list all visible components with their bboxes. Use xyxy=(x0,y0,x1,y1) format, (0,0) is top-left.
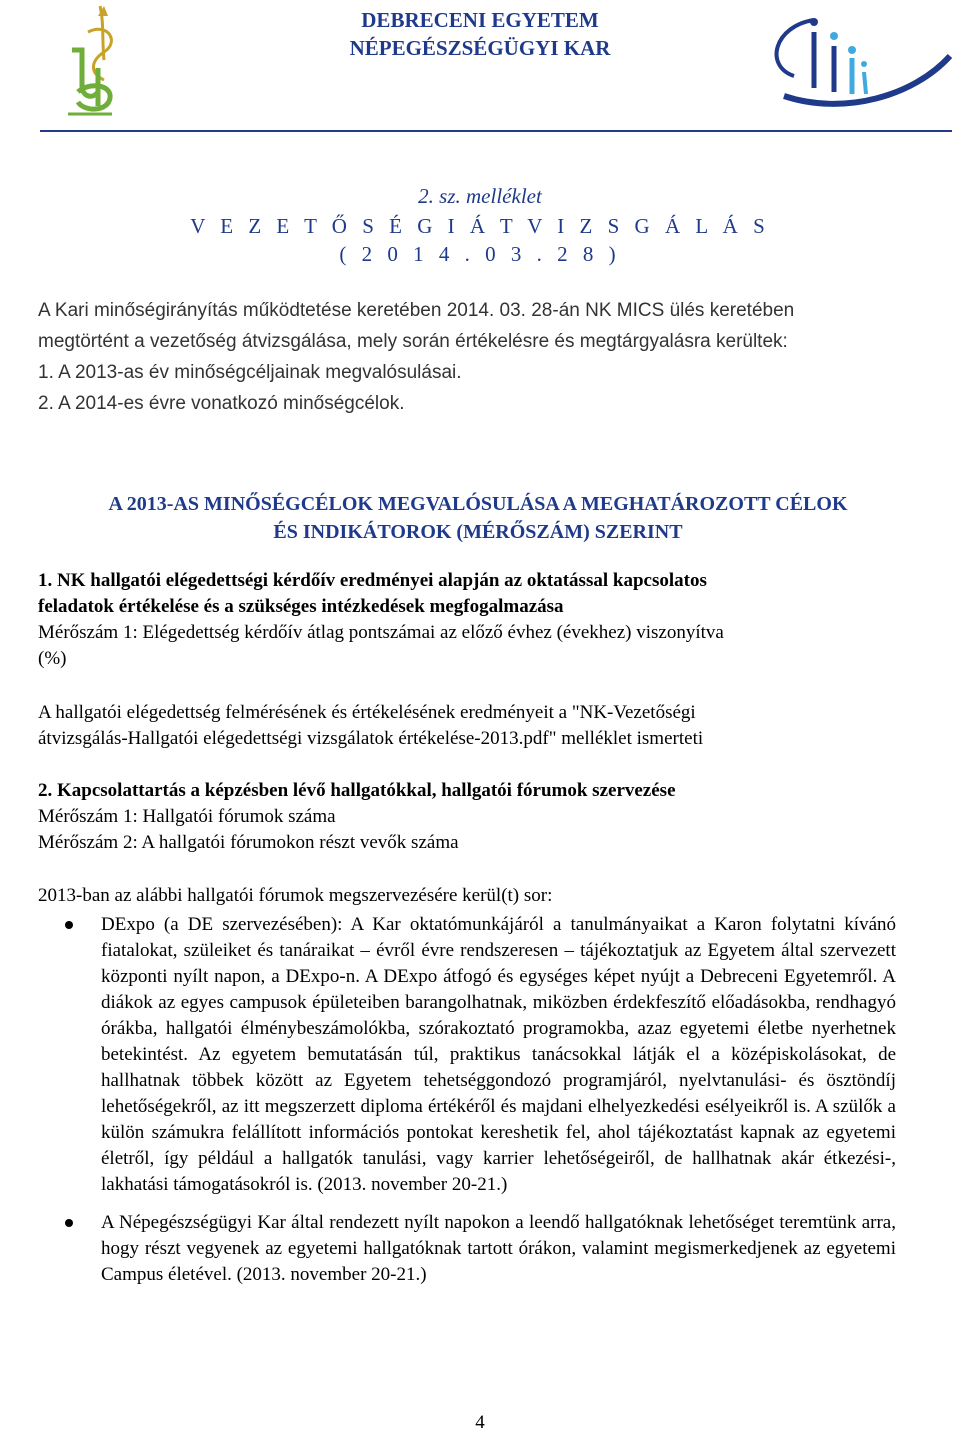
goal-2-metric: Mérőszám 2: A hallgatói fórumokon részt vevők száma xyxy=(38,832,459,853)
goal-1-result-line: A hallgatói elégedettség felmérésének és értékelésének eredményeit a "NK-Vezetőségi xyxy=(38,702,696,723)
section-heading-line: ÉS INDIKÁTOROK (MÉRŐSZÁM) SZERINT xyxy=(273,521,683,543)
goal-2-metric: Mérőszám 1: Hallgatói fórumok száma xyxy=(38,806,336,827)
document-date: ( 2 0 1 4 . 0 3 . 2 8 ) xyxy=(339,242,621,266)
list-item-text: A Népegészségügyi Kar által rendezett nyílt napokon a leendő hallgatóknak lehetőséget teremtünk arra, hogy részt vegyenek az egyetemi hallgatóknak tartott órákon, valamint megismerkedjenek az egyetemi Campus életével. (2013. november 20-21.) xyxy=(101,1212,896,1285)
header-title xyxy=(230,6,730,62)
section-heading-line: A 2013-AS MINŐSÉGCÉLOK MEGVALÓSULÁSA A MEGHATÁROZOTT CÉLOK xyxy=(108,493,848,515)
list-item xyxy=(38,1210,896,1288)
header-line-university: DEBRECENI EGYETEM xyxy=(361,8,599,32)
bullet-icon xyxy=(65,1219,73,1227)
header-line-faculty: NÉPEGÉSZSÉGÜGYI KAR xyxy=(349,36,611,60)
list-item xyxy=(38,912,896,1198)
goal-1-heading: feladatok értékelése és a szükséges intézkedések megfogalmazása xyxy=(38,596,564,617)
header-divider xyxy=(40,130,952,132)
forum-list xyxy=(38,912,896,1300)
university-logo xyxy=(48,2,144,124)
faculty-logo xyxy=(754,6,954,118)
goal-2-block xyxy=(38,778,918,856)
goal-1-result xyxy=(38,700,918,752)
document-title: V E Z E T Ő S É G I Á T V I Z S G Á L Á S xyxy=(190,214,770,238)
page-number: 4 xyxy=(475,1412,485,1433)
intro-item: 2. A 2014-es évre vonatkozó minőségcélok. xyxy=(38,393,405,414)
intro-item: 1. A 2013-as év minőségcéljainak megvalósulásai. xyxy=(38,362,462,383)
goal-1-metric: Mérőszám 1: Elégedettség kérdőív átlag pontszámai az előző évhez (évekhez) viszonyítva xyxy=(38,622,724,643)
intro-line: A Kari minőségirányítás működtetése keretében 2014. 03. 28-án NK MICS ülés keretében xyxy=(38,300,795,321)
annex-label: 2. sz. melléklet xyxy=(418,184,542,208)
intro-block xyxy=(38,295,938,419)
forum-list-intro: 2013-ban az alábbi hallgatói fórumok megszervezésére kerül(t) sor: xyxy=(38,885,553,906)
goal-1-heading: 1. NK hallgatói elégedettségi kérdőív eredményei alapján az oktatással kapcsolatos xyxy=(38,570,707,591)
goal-1-metric: (%) xyxy=(38,648,67,669)
intro-line: megtörtént a vezetőség átvizsgálása, mely során értékelésre és megtárgyalásra kerültek: xyxy=(38,331,788,352)
bullet-icon xyxy=(65,921,73,929)
goal-2-heading: 2. Kapcsolattartás a képzésben lévő hallgatókkal, hallgatói fórumok szervezése xyxy=(38,780,676,801)
goal-1-block xyxy=(38,568,918,672)
goal-1-result-line: átvizsgálás-Hallgatói elégedettségi vizsgálatok értékelése-2013.pdf" melléklet ismerteti xyxy=(38,728,704,749)
list-item-text: DExpo (a DE szervezésében): A Kar oktatómunkájáról a tanulmányaikat a Karon folytatni kívánó fiatalokat, szüleiket és tanáraikat – évről évre rendszeresen – tájékoztatjuk az Egyetem által szervezett központi nyílt napon, a DExpo-n. A DExpo átfogó és egységes képet nyújt a Debreceni Egyetemről. A diákok az egyes campusok épületeiben barangolhatnak, miközben érdekfeszítő előadásokba, rendhagyó órákba, hallgatói élménybeszámolókba, szórakoztató programokba, azaz egyetemi életbe nyerhetnek betekintést. Az egyetem bemutatásán túl, praktikus tanácsokkal látják el a középiskolásokat, de hallhatnak többek között az Egyetem tehetséggondozó programjáról, nyelvtanulási- és ösztöndíj lehetőségekről, az itt megszerzett diploma értékéről és majdani elhelyezkedési esélyeikről is. A szülők a külön számukra felállított információs pontokat kereshetik fel, ahol tájékoztatást kapnak az egyetemi életről, így például a hallgatók tanulási, vagy karrier lehetőségeiről, de hallhatnak akár étkezési-, lakhatási támogatásokról is. (2013. november 20-21.) xyxy=(101,914,896,1195)
section-heading xyxy=(38,490,918,546)
